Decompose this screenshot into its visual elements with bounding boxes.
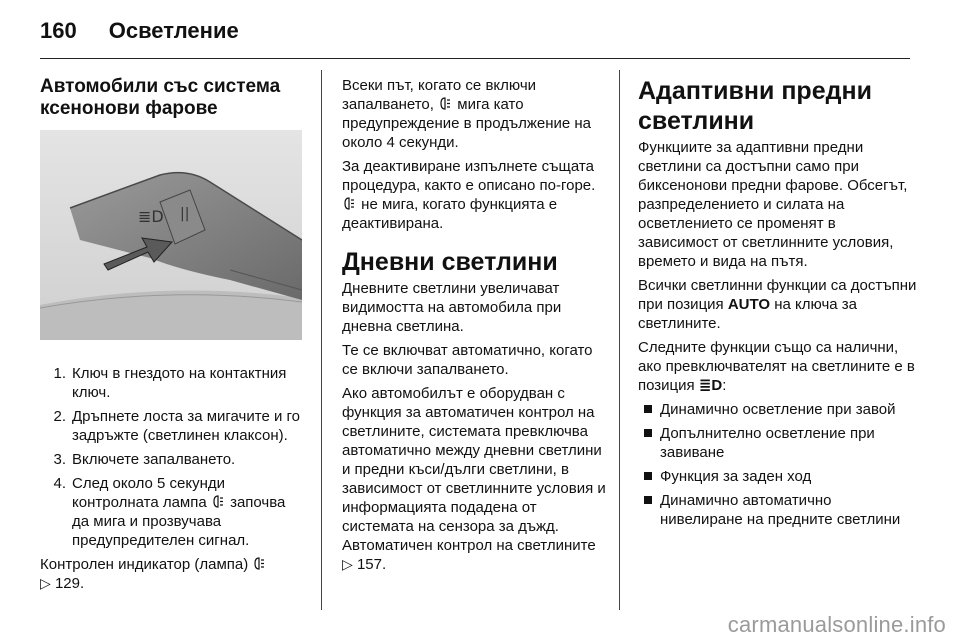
paragraph-adaptive-2: Всички светлинни функции са достъпни при позиция AUTO на ключа за светлините. bbox=[638, 277, 917, 332]
bullet-square-icon bbox=[638, 424, 660, 462]
column-divider-1 bbox=[321, 70, 322, 610]
auto-position-label: AUTO bbox=[727, 296, 771, 313]
paragraph-daytime-2: Те се включват автоматично, когато се включи запалването. bbox=[342, 342, 593, 378]
section-title-adaptive: Адаптивни предни светлини bbox=[638, 77, 872, 135]
paragraph-ignition-blink: Всеки път, когато се включи запалването, мига като предупреждение в продължение на около 4 секунди. bbox=[342, 77, 592, 151]
section-title-daytime: Дневни светлини bbox=[342, 248, 558, 276]
page-link-129[interactable]: 129. bbox=[54, 575, 85, 592]
column-3 bbox=[638, 76, 918, 534]
headlight-warning-icon bbox=[440, 97, 451, 110]
headlight-warning-icon bbox=[254, 557, 265, 570]
svg-text:||: || bbox=[180, 206, 190, 222]
step-2: 2. Дръпнете лоста за мигачите и го задръжте (светлинен клаксон). bbox=[53, 408, 300, 444]
list-item: Допълнително осветление при завиване bbox=[638, 424, 918, 462]
paragraph-daytime-3: Ако автомобилът е оборудван с функция за автоматичен контрол на светлините, системата превключва автоматично между дневни светлини и предни къси/дълги светлини, в зависимост от светлинните условия и информацията подадена от системата на сензора за дъжд. Автоматичен контрол на светлините ▷ 157. bbox=[342, 385, 606, 573]
paragraph-deactivate: За деактивиране изпълнете същата процедура, както е описано по-горе. не мига, когато функцията е деактивирана. bbox=[342, 158, 596, 232]
watermark: carmanualsonline.info bbox=[727, 612, 946, 637]
paragraph-adaptive-1: Функциите за адаптивни предни светлини са достъпни само при биксенонови предни фарове. Обсегът, разпределението и силата на осветлението се променят в зависимост от светлинните условия, времето и вида на пътя. bbox=[638, 139, 908, 270]
column-1 bbox=[40, 76, 302, 598]
headlight-warning-icon bbox=[213, 495, 224, 508]
bullet-square-icon bbox=[638, 467, 660, 486]
paragraph-adaptive-3: Следните функции също са налични, ако превключвателят на светлините е в позиция ≣D: bbox=[638, 339, 915, 394]
bullet-square-icon bbox=[638, 400, 660, 419]
list-item: Динамично осветление при завой bbox=[638, 400, 918, 419]
column-2 bbox=[342, 76, 606, 579]
step-4: 4. След около 5 секунди контролната лампа започва да мига и прозвучава предупредителен сигнал. bbox=[53, 475, 286, 549]
headlight-lever-illustration bbox=[40, 130, 302, 340]
step-1: 1. Ключ в гнездото на контактния ключ. bbox=[53, 365, 287, 401]
page-header bbox=[40, 18, 239, 48]
chapter-title: Осветление bbox=[108, 18, 239, 43]
page-reference-arrow-icon: ▷ bbox=[342, 556, 353, 572]
headlight-warning-icon bbox=[344, 197, 355, 210]
list-item: Динамично автоматично нивелиране на предните светлини bbox=[638, 491, 918, 529]
section-title-xenon: Автомобили със система ксенонови фарове bbox=[40, 76, 281, 119]
svg-text:≣D: ≣D bbox=[138, 207, 164, 226]
bullet-square-icon bbox=[638, 491, 660, 529]
paragraph-daytime-1: Дневните светлини увеличават видимостта на автомобила при дневна светлина. bbox=[342, 280, 562, 335]
page-link-157[interactable]: 157. bbox=[356, 556, 387, 573]
page-reference-arrow-icon: ▷ bbox=[40, 575, 51, 591]
procedure-steps bbox=[40, 364, 302, 550]
low-beam-symbol-icon: ≣D bbox=[698, 377, 723, 394]
column-divider-2 bbox=[619, 70, 620, 610]
reference-control-indicator: Контролен индикатор (лампа) ▷ 129. bbox=[40, 555, 302, 593]
header-divider bbox=[40, 58, 910, 59]
list-item: Функция за заден ход bbox=[638, 467, 918, 486]
adaptive-functions-list bbox=[638, 400, 918, 529]
page-number: 160 bbox=[40, 18, 77, 43]
step-3: 3. Включете запалването. bbox=[53, 451, 236, 468]
